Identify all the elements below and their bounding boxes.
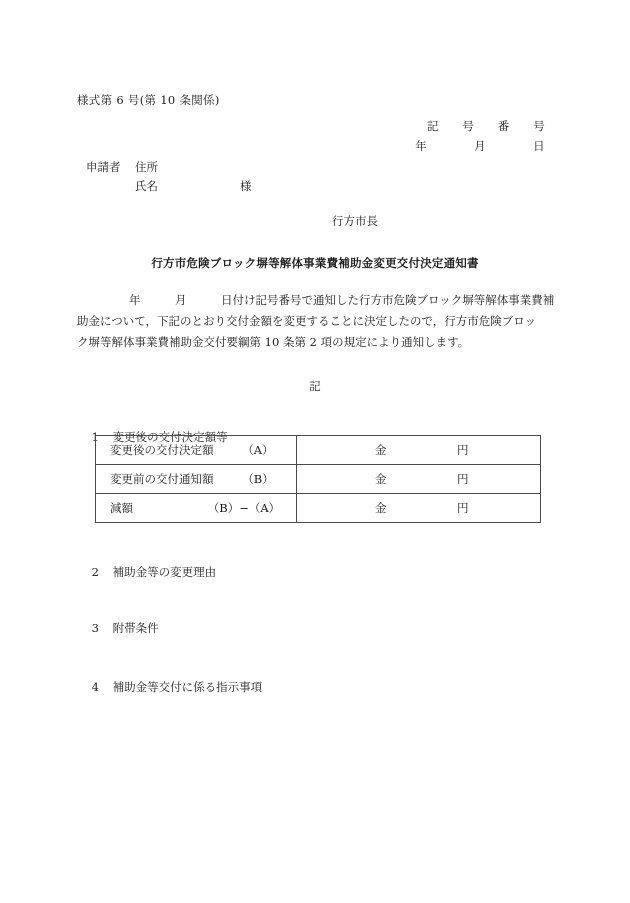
section-number: 4 bbox=[91, 680, 99, 694]
table-cell-label: 変更後の交付決定額 （A） bbox=[96, 436, 297, 465]
yen-prefix: 金 bbox=[375, 443, 387, 457]
section-heading-3 bbox=[77, 606, 159, 650]
applicant-honorific: 様 bbox=[240, 179, 252, 193]
ki-marker: 記 bbox=[309, 379, 321, 393]
yen-suffix: 円 bbox=[457, 472, 469, 486]
table-cell-value[interactable] bbox=[297, 436, 541, 465]
yen-prefix: 金 bbox=[375, 472, 387, 486]
section-label: 補助金等の変更理由 bbox=[112, 565, 217, 579]
yen-suffix: 円 bbox=[457, 501, 469, 515]
section-label: 附帯条件 bbox=[112, 621, 159, 635]
body-paragraph-line: ク塀等解体事業費補助金交付要綱第 10 条第 2 項の規定により通知します。 bbox=[77, 335, 470, 349]
section-heading-2 bbox=[77, 550, 216, 594]
section-label: 変更後の交付決定額等 bbox=[112, 430, 228, 444]
table-cell-value[interactable] bbox=[297, 494, 541, 523]
table-cell-label: 減額 （B）−（A） bbox=[96, 494, 297, 523]
body-paragraph-line: 年 月 日付け記号番号で通知した行方市危険ブロック塀等解体事業費補 bbox=[129, 293, 555, 307]
table-cell-label: 変更前の交付通知額 （B） bbox=[96, 465, 297, 494]
form-number: 様式第 6 号(第 10 条関係) bbox=[77, 93, 220, 107]
applicant-label: 申請者 bbox=[86, 160, 121, 174]
table-cell-value[interactable] bbox=[297, 465, 541, 494]
applicant-address-label: 住所 bbox=[135, 160, 158, 174]
yen-suffix: 円 bbox=[457, 443, 469, 457]
table-row bbox=[96, 465, 541, 494]
table-row bbox=[96, 494, 541, 523]
yen-prefix: 金 bbox=[375, 501, 387, 515]
document-date-line: 年 月 日 bbox=[415, 139, 545, 153]
applicant-name-label: 氏名 bbox=[135, 179, 158, 193]
issuer-title: 行方市長 bbox=[332, 214, 378, 228]
body-paragraph bbox=[77, 290, 555, 353]
page-title: 行方市危険ブロック塀等解体事業費補助金変更交付決定通知書 bbox=[151, 256, 479, 270]
body-paragraph-line: 助金について，下記のとおり交付金額を変更することに決定したので，行方市危険ブロッ bbox=[77, 314, 537, 328]
section-label: 補助金等交付に係る指示事項 bbox=[112, 680, 263, 694]
table-row bbox=[96, 436, 541, 465]
amount-table bbox=[95, 435, 541, 523]
section-number: 2 bbox=[91, 565, 99, 579]
section-heading-4 bbox=[77, 665, 262, 709]
document-reference-number-line: 記 号 番 号 bbox=[427, 119, 545, 133]
section-number: 1 bbox=[91, 430, 99, 444]
section-number: 3 bbox=[91, 621, 99, 635]
